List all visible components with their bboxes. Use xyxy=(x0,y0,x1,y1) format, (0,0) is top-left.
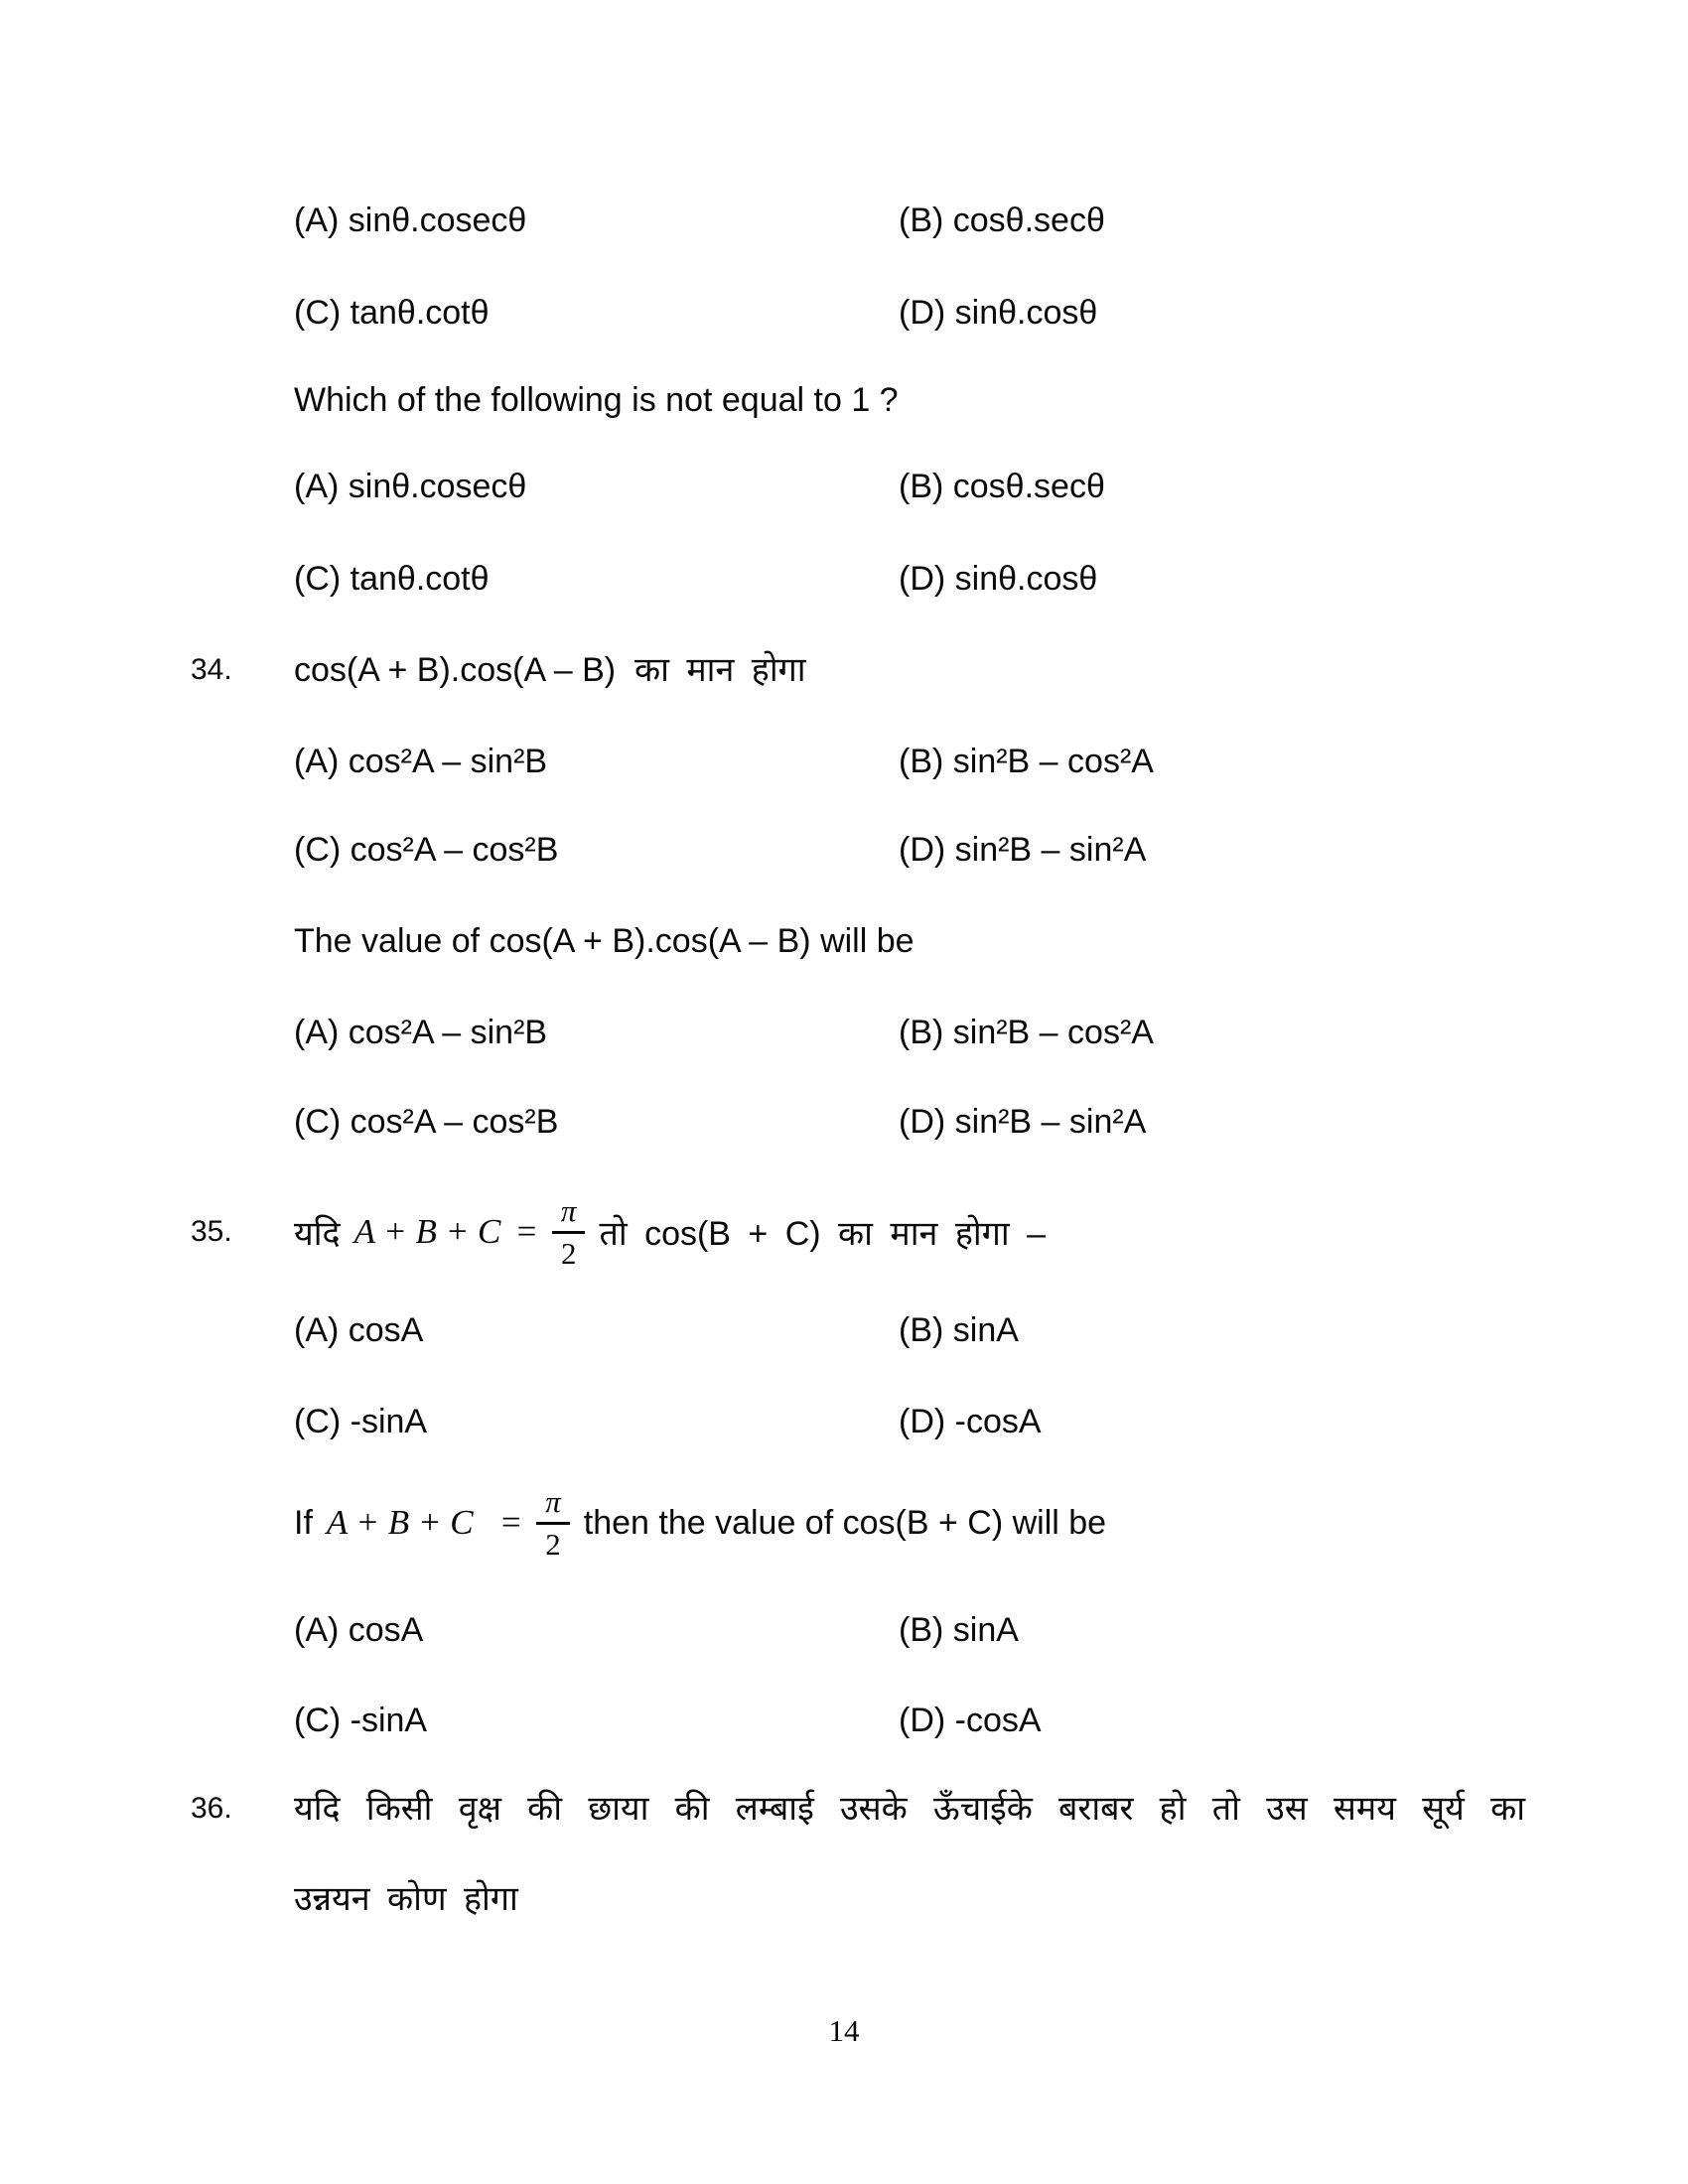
q34-number: 34. xyxy=(191,653,232,686)
q35-hi-math: A + B + C xyxy=(353,1212,501,1251)
q35-options-hi-row2 xyxy=(0,1401,1688,1442)
option-q35-en-d: (D) -cosA xyxy=(899,1702,1042,1739)
q33-options-hi-row1 xyxy=(0,200,1688,241)
fraction-denominator: 2 xyxy=(552,1231,586,1269)
q35-hi-pre: यदि xyxy=(294,1215,341,1253)
q35-hi-fraction-pi-over-2 xyxy=(552,1195,586,1269)
q35-question-en-row xyxy=(0,1467,1688,1578)
q33-question-en: Which of the following is not equal to 1 ? xyxy=(294,381,899,419)
q36-question-hi-line1: यदि किसी वृक्ष की छाया की लम्बाई उसके ऊँचाईके बराबर हो तो उस समय सूर्य का xyxy=(294,1790,1525,1828)
option-q34-en-d: (D) sin²B – sin²A xyxy=(899,1103,1147,1141)
option-q35-en-c: (C) -sinA xyxy=(294,1702,428,1739)
q35-number: 35. xyxy=(191,1215,232,1248)
q33-options-en-row1 xyxy=(0,466,1688,507)
q35-question-hi xyxy=(294,1176,1046,1288)
option-q34-en-a: (A) cos²A – sin²B xyxy=(294,1014,548,1051)
q35-question-hi-row xyxy=(0,1176,1688,1288)
fraction-numerator: π xyxy=(560,1193,577,1228)
option-q33-en-c: (C) tanθ.cotθ xyxy=(294,560,490,598)
option-q33-hi-d: (D) sinθ.cosθ xyxy=(899,294,1098,332)
q33-question-en-row xyxy=(0,379,1688,421)
q35-en-pre: If xyxy=(294,1503,313,1542)
q36-question-row1 xyxy=(0,1788,1688,1830)
q34-options-en-row1 xyxy=(0,1012,1688,1053)
option-q35-en-a: (A) cosA xyxy=(294,1611,424,1649)
q35-options-en-row1 xyxy=(0,1609,1688,1651)
q35-options-en-row2 xyxy=(0,1700,1688,1741)
q36-number: 36. xyxy=(191,1792,232,1825)
fraction-numerator: π xyxy=(545,1484,561,1519)
q34-options-hi-row1 xyxy=(0,741,1688,782)
option-q35-hi-d: (D) -cosA xyxy=(899,1403,1042,1440)
q34-question-hi-math: cos(A + B).cos(A – B) xyxy=(294,651,617,689)
option-q33-en-a: (A) sinθ.cosecθ xyxy=(294,468,527,505)
q35-hi-equals-sign: = xyxy=(514,1212,538,1251)
option-q34-hi-b: (B) sin²B – cos²A xyxy=(899,743,1154,780)
option-q35-hi-c: (C) -sinA xyxy=(294,1403,428,1440)
q33-options-en-row2 xyxy=(0,558,1688,600)
q35-en-math: A + B + C xyxy=(326,1503,474,1542)
q34-question-hi xyxy=(294,649,806,691)
q34-question-en: The value of cos(A + B).cos(A – B) will be xyxy=(294,922,914,960)
q33-options-hi-row2 xyxy=(0,292,1688,334)
q34-question-en-row xyxy=(0,920,1688,962)
option-q34-en-b: (B) sin²B – cos²A xyxy=(899,1014,1154,1051)
option-q35-hi-b: (B) sinA xyxy=(899,1311,1019,1349)
q35-options-hi-row1 xyxy=(0,1309,1688,1351)
q34-question-hi-dev: का मान होगा xyxy=(633,651,806,689)
q34-question-hi-row xyxy=(0,649,1688,691)
q36-question-hi-line2: उन्नयन कोण होगा xyxy=(294,1880,518,1918)
option-q33-hi-b: (B) cosθ.secθ xyxy=(899,202,1105,239)
q35-question-en xyxy=(294,1467,1106,1578)
option-q35-en-b: (B) sinA xyxy=(899,1611,1019,1649)
q34-options-hi-row2 xyxy=(0,829,1688,871)
option-q33-en-b: (B) cosθ.secθ xyxy=(899,468,1105,505)
page-number: 14 xyxy=(828,2013,860,2048)
q34-options-en-row2 xyxy=(0,1101,1688,1143)
option-q35-hi-a: (A) cosA xyxy=(294,1311,424,1349)
option-q34-hi-a: (A) cos²A – sin²B xyxy=(294,743,548,780)
q35-en-fraction-pi-over-2 xyxy=(536,1486,570,1560)
option-q33-hi-a: (A) sinθ.cosecθ xyxy=(294,202,527,239)
q36-question-row2 xyxy=(0,1878,1688,1920)
q35-en-post: then the value of cos(B + C) will be xyxy=(583,1503,1107,1542)
option-q33-hi-c: (C) tanθ.cotθ xyxy=(294,294,490,332)
option-q33-en-d: (D) sinθ.cosθ xyxy=(899,560,1098,598)
fraction-denominator: 2 xyxy=(536,1522,570,1560)
q35-hi-post: तो cos(B + C) का मान होगा – xyxy=(599,1215,1047,1253)
option-q34-hi-c: (C) cos²A – cos²B xyxy=(294,831,559,869)
q35-en-equals-sign: = xyxy=(498,1503,523,1542)
option-q34-en-c: (C) cos²A – cos²B xyxy=(294,1103,559,1141)
option-q34-hi-d: (D) sin²B – sin²A xyxy=(899,831,1147,869)
